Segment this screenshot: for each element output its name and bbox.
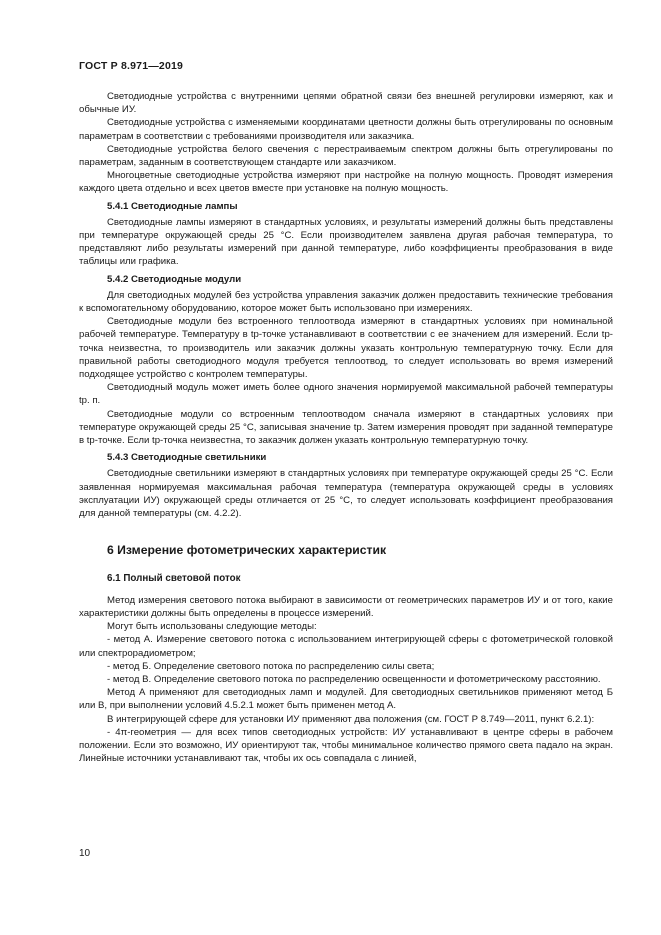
list-item: - 4π-геометрия — для всех типов светодиодных устройств: ИУ устанавливают в центре сферы в рабочем положении. Если это возможно, ИУ ориентируют так, чтобы минимальное количество прямого света падало на экран. Линейные источники устанавливают так, чтобы их ось совпадала с линией, bbox=[79, 726, 613, 765]
subsection-heading: 5.4.3 Светодиодные светильники bbox=[107, 452, 267, 464]
document-header: ГОСТ Р 8.971—2019 bbox=[79, 60, 184, 72]
paragraph: Светодиодные устройства белого свечения с перестраиваемым спектром должны быть отрегулированы по параметрам, заданным в соответствующем стандарте или заказчиком. bbox=[79, 143, 613, 169]
list-item: - метод Б. Определение светового потока по распределению силы света; bbox=[107, 660, 435, 672]
section-heading: 6 Измерение фотометрических характеристик bbox=[107, 543, 387, 558]
paragraph: Многоцветные светодиодные устройства измеряют при настройке на полную мощность. Проводят измерения каждого цвета отдельно и всех цветов вместе при установке на полную мощность. bbox=[79, 170, 613, 195]
subsection-heading: 5.4.1 Светодиодные лампы bbox=[107, 200, 238, 212]
paragraph: Светодиодные устройства с изменяемыми координатами цветности должны быть отрегулированы по основным параметрам в соответствии с требованиями производителя или заказчика. bbox=[79, 117, 613, 142]
paragraph: Могут быть использованы следующие методы: bbox=[107, 621, 317, 633]
document-body bbox=[79, 90, 613, 765]
paragraph: Светодиодные светильники измеряют в стандартных условиях при температуре окружающей среды 25 °С. Если заявленная нормируемая максимальная рабочая температура (температура окружающей среды в условиях эксплуатации ИУ) окружающей среды отличается от 25 °С, то следует использовать коэффициент преобразования для данной температуры (см. 4.2.2). bbox=[79, 468, 613, 520]
paragraph: Светодиодные лампы измеряют в стандартных условиях, и результаты измерений должны быть представлены при температуре окружающей среды 25 °С. Если производителем заявлена другая рабочая температура, то представляют либо результаты измерений при данной температуре, либо коэффициенты преобразования в виде таблицы или графика. bbox=[79, 216, 613, 268]
paragraph: Светодиодные модули со встроенным теплоотводом сначала измеряют в стандартных условиях при температуре окружающей среды 25 °С, записывая значение tp. Затем измерения проводят при заданной температуре в tp-точке. Если tp-точка неизвестна, то заказчик должен указать контрольную температурную точку. bbox=[79, 408, 613, 447]
paragraph: Для светодиодных модулей без устройства управления заказчик должен предоставить технические требования к вспомогательному оборудованию, которое может быть использовано при измерениях. bbox=[79, 289, 613, 315]
paragraph: Светодиодные модули без встроенного теплоотвода измеряют в стандартных условиях при номинальной рабочей температуре. Температуру в tp-точке устанавливают в соответствии с ее значением для измерений. Если tp-точка неизвестна, то производитель или заказчик должны указать контрольную температурную точку. Если для правильной работы светодиодного модуля требуется теплоотвод, то следует использовать во время измерений подходящее устройство с контролем температуры. bbox=[79, 316, 613, 381]
paragraph: В интегрирующей сфере для установки ИУ применяют два положения (см. ГОСТ Р 8.749—2011, пункт 6.2.1): bbox=[107, 713, 595, 725]
paragraph: Светодиодные устройства с внутренними цепями обратной связи без внешней регулировки измеряют, как и обычные ИУ. bbox=[79, 91, 613, 116]
paragraph: Светодиодный модуль может иметь более одного значения нормируемой максимальной рабочей температуры tр. п. bbox=[79, 382, 613, 407]
paragraph: Метод измерения светового потока выбирают в зависимости от геометрических параметров ИУ и от того, какие характеристики должны быть определены в процессе измерений. bbox=[79, 594, 613, 619]
list-item: - метод В. Определение светового потока по распределению освещенности и фотометрическому расстоянию. bbox=[107, 673, 601, 685]
page-number: 10 bbox=[79, 848, 91, 859]
list-item: - метод А. Измерение светового потока с использованием интегрирующей сферы с фотометрической головкой или спектрорадиометром; bbox=[79, 634, 613, 659]
subsection-heading: 6.1 Полный световой поток bbox=[107, 572, 241, 584]
subsection-heading: 5.4.2 Светодиодные модули bbox=[107, 273, 242, 285]
paragraph: Метод А применяют для светодиодных ламп и модулей. Для светодиодных светильников применяют метод Б или В, при выполнении условий 4.5.2.1 может быть применен метод А. bbox=[79, 687, 613, 712]
